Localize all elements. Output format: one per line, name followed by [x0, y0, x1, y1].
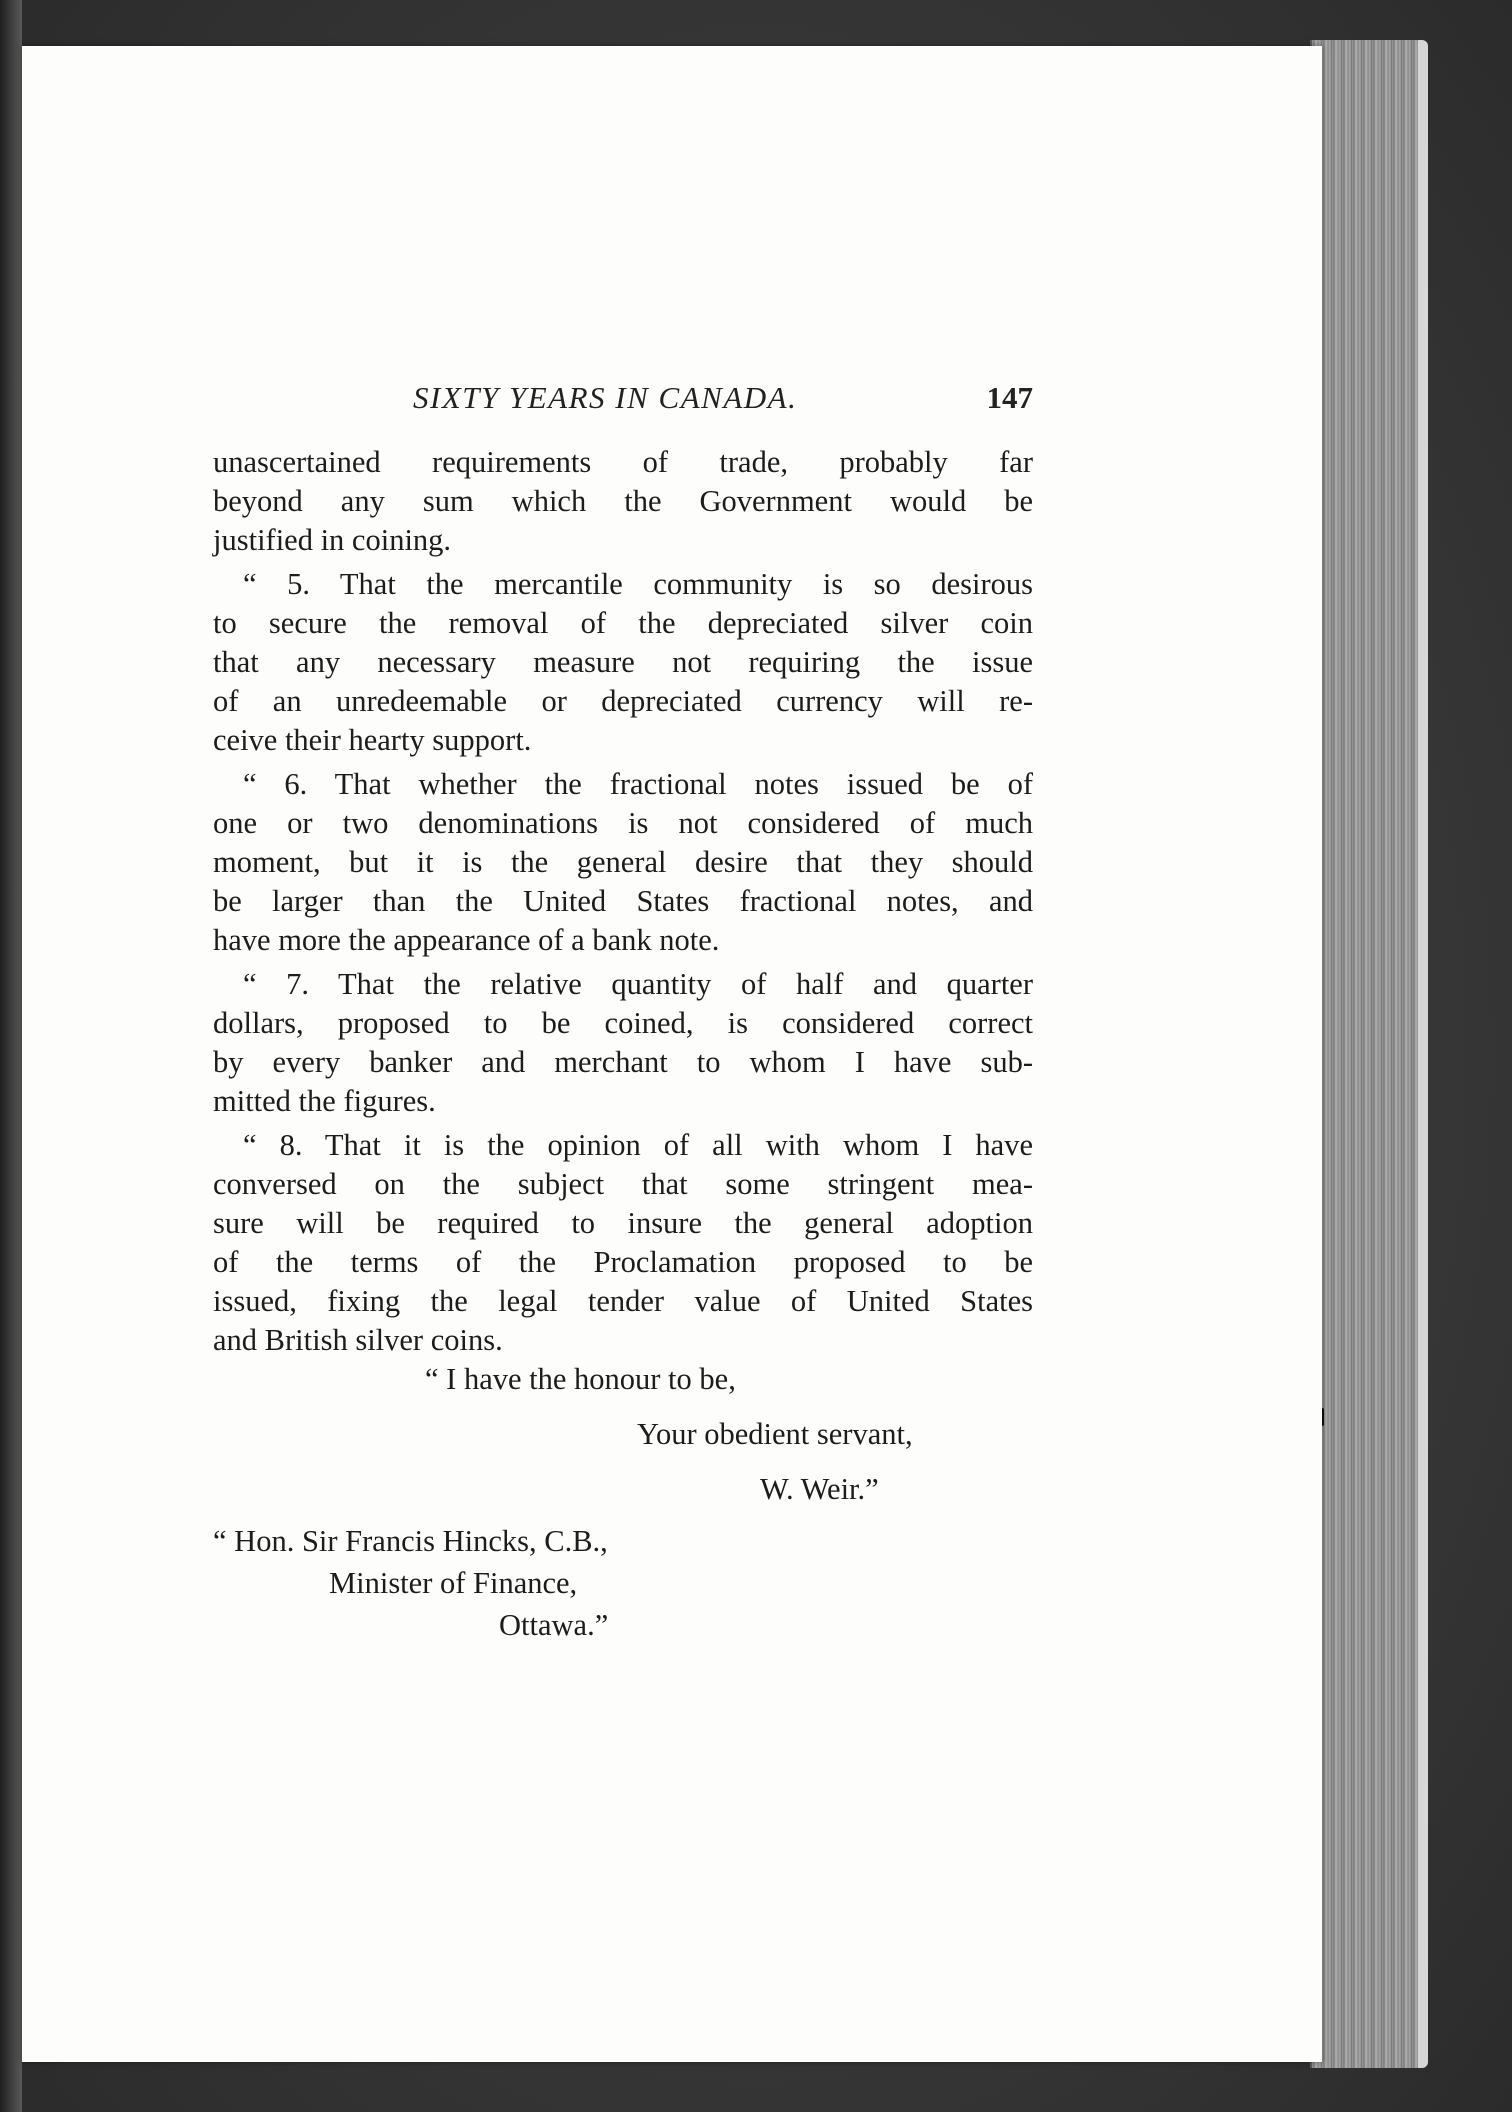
paragraph-continuation: [213, 443, 1033, 560]
text-line: be larger than the United States fractional notes, and: [213, 884, 1033, 918]
text-line: mitted the figures.: [213, 1084, 436, 1118]
running-head-title: SIXTY YEARS IN CANADA.: [413, 380, 798, 415]
addressee-title: Minister of Finance,: [329, 1566, 578, 1600]
text-line: unascertained requirements of trade, probably far: [213, 445, 1033, 479]
text-line: and British silver coins.: [213, 1323, 503, 1357]
book-fore-edge-highlight: [1418, 40, 1428, 2068]
addressee-location: Ottawa.”: [499, 1608, 609, 1642]
closing-valediction: Your obedient servant,: [637, 1417, 913, 1451]
text-line: “ 7. That the relative quantity of half and quarter: [243, 967, 1033, 1001]
text-line: conversed on the subject that some stringent mea-: [213, 1167, 1033, 1201]
text-line: beyond any sum which the Government would be: [213, 484, 1033, 518]
closing-salutation: “ I have the honour to be,: [425, 1362, 736, 1396]
text-line: that any necessary measure not requiring the issue: [213, 645, 1033, 679]
text-line: of an unredeemable or depreciated currency will re-: [213, 684, 1033, 718]
body-text: [213, 443, 1033, 1365]
left-page-edge: [0, 0, 22, 2112]
paragraph-item-8: [213, 1126, 1033, 1360]
paragraph-item-7: [213, 965, 1033, 1121]
text-line: “ 5. That the mercantile community is so desirous: [243, 567, 1033, 601]
addressee-name: “ Hon. Sir Francis Hincks, C.B.,: [213, 1524, 608, 1558]
text-line: issued, fixing the legal tender value of United States: [213, 1284, 1033, 1318]
text-line: one or two denominations is not considered of much: [213, 806, 1033, 840]
text-line: sure will be required to insure the general adoption: [213, 1206, 1033, 1240]
text-line: ceive their hearty support.: [213, 723, 532, 757]
page-number: 147: [986, 380, 1033, 415]
signature: W. Weir.”: [760, 1472, 879, 1506]
text-line: to secure the removal of the depreciated silver coin: [213, 606, 1033, 640]
text-line: of the terms of the Proclamation proposed to be: [213, 1245, 1033, 1279]
text-line: dollars, proposed to be coined, is considered correct: [213, 1006, 1033, 1040]
paragraph-item-5: [213, 565, 1033, 760]
text-line: by every banker and merchant to whom I have sub-: [213, 1045, 1033, 1079]
text-line: “ 6. That whether the fractional notes issued be of: [243, 767, 1033, 801]
text-line: have more the appearance of a bank note.: [213, 923, 720, 957]
paragraph-item-6: [213, 765, 1033, 960]
text-line: “ 8. That it is the opinion of all with whom I have: [243, 1128, 1033, 1162]
text-line: justified in coining.: [213, 523, 452, 557]
book-fore-edge: [1310, 40, 1424, 2068]
text-line: moment, but it is the general desire that they should: [213, 845, 1033, 879]
